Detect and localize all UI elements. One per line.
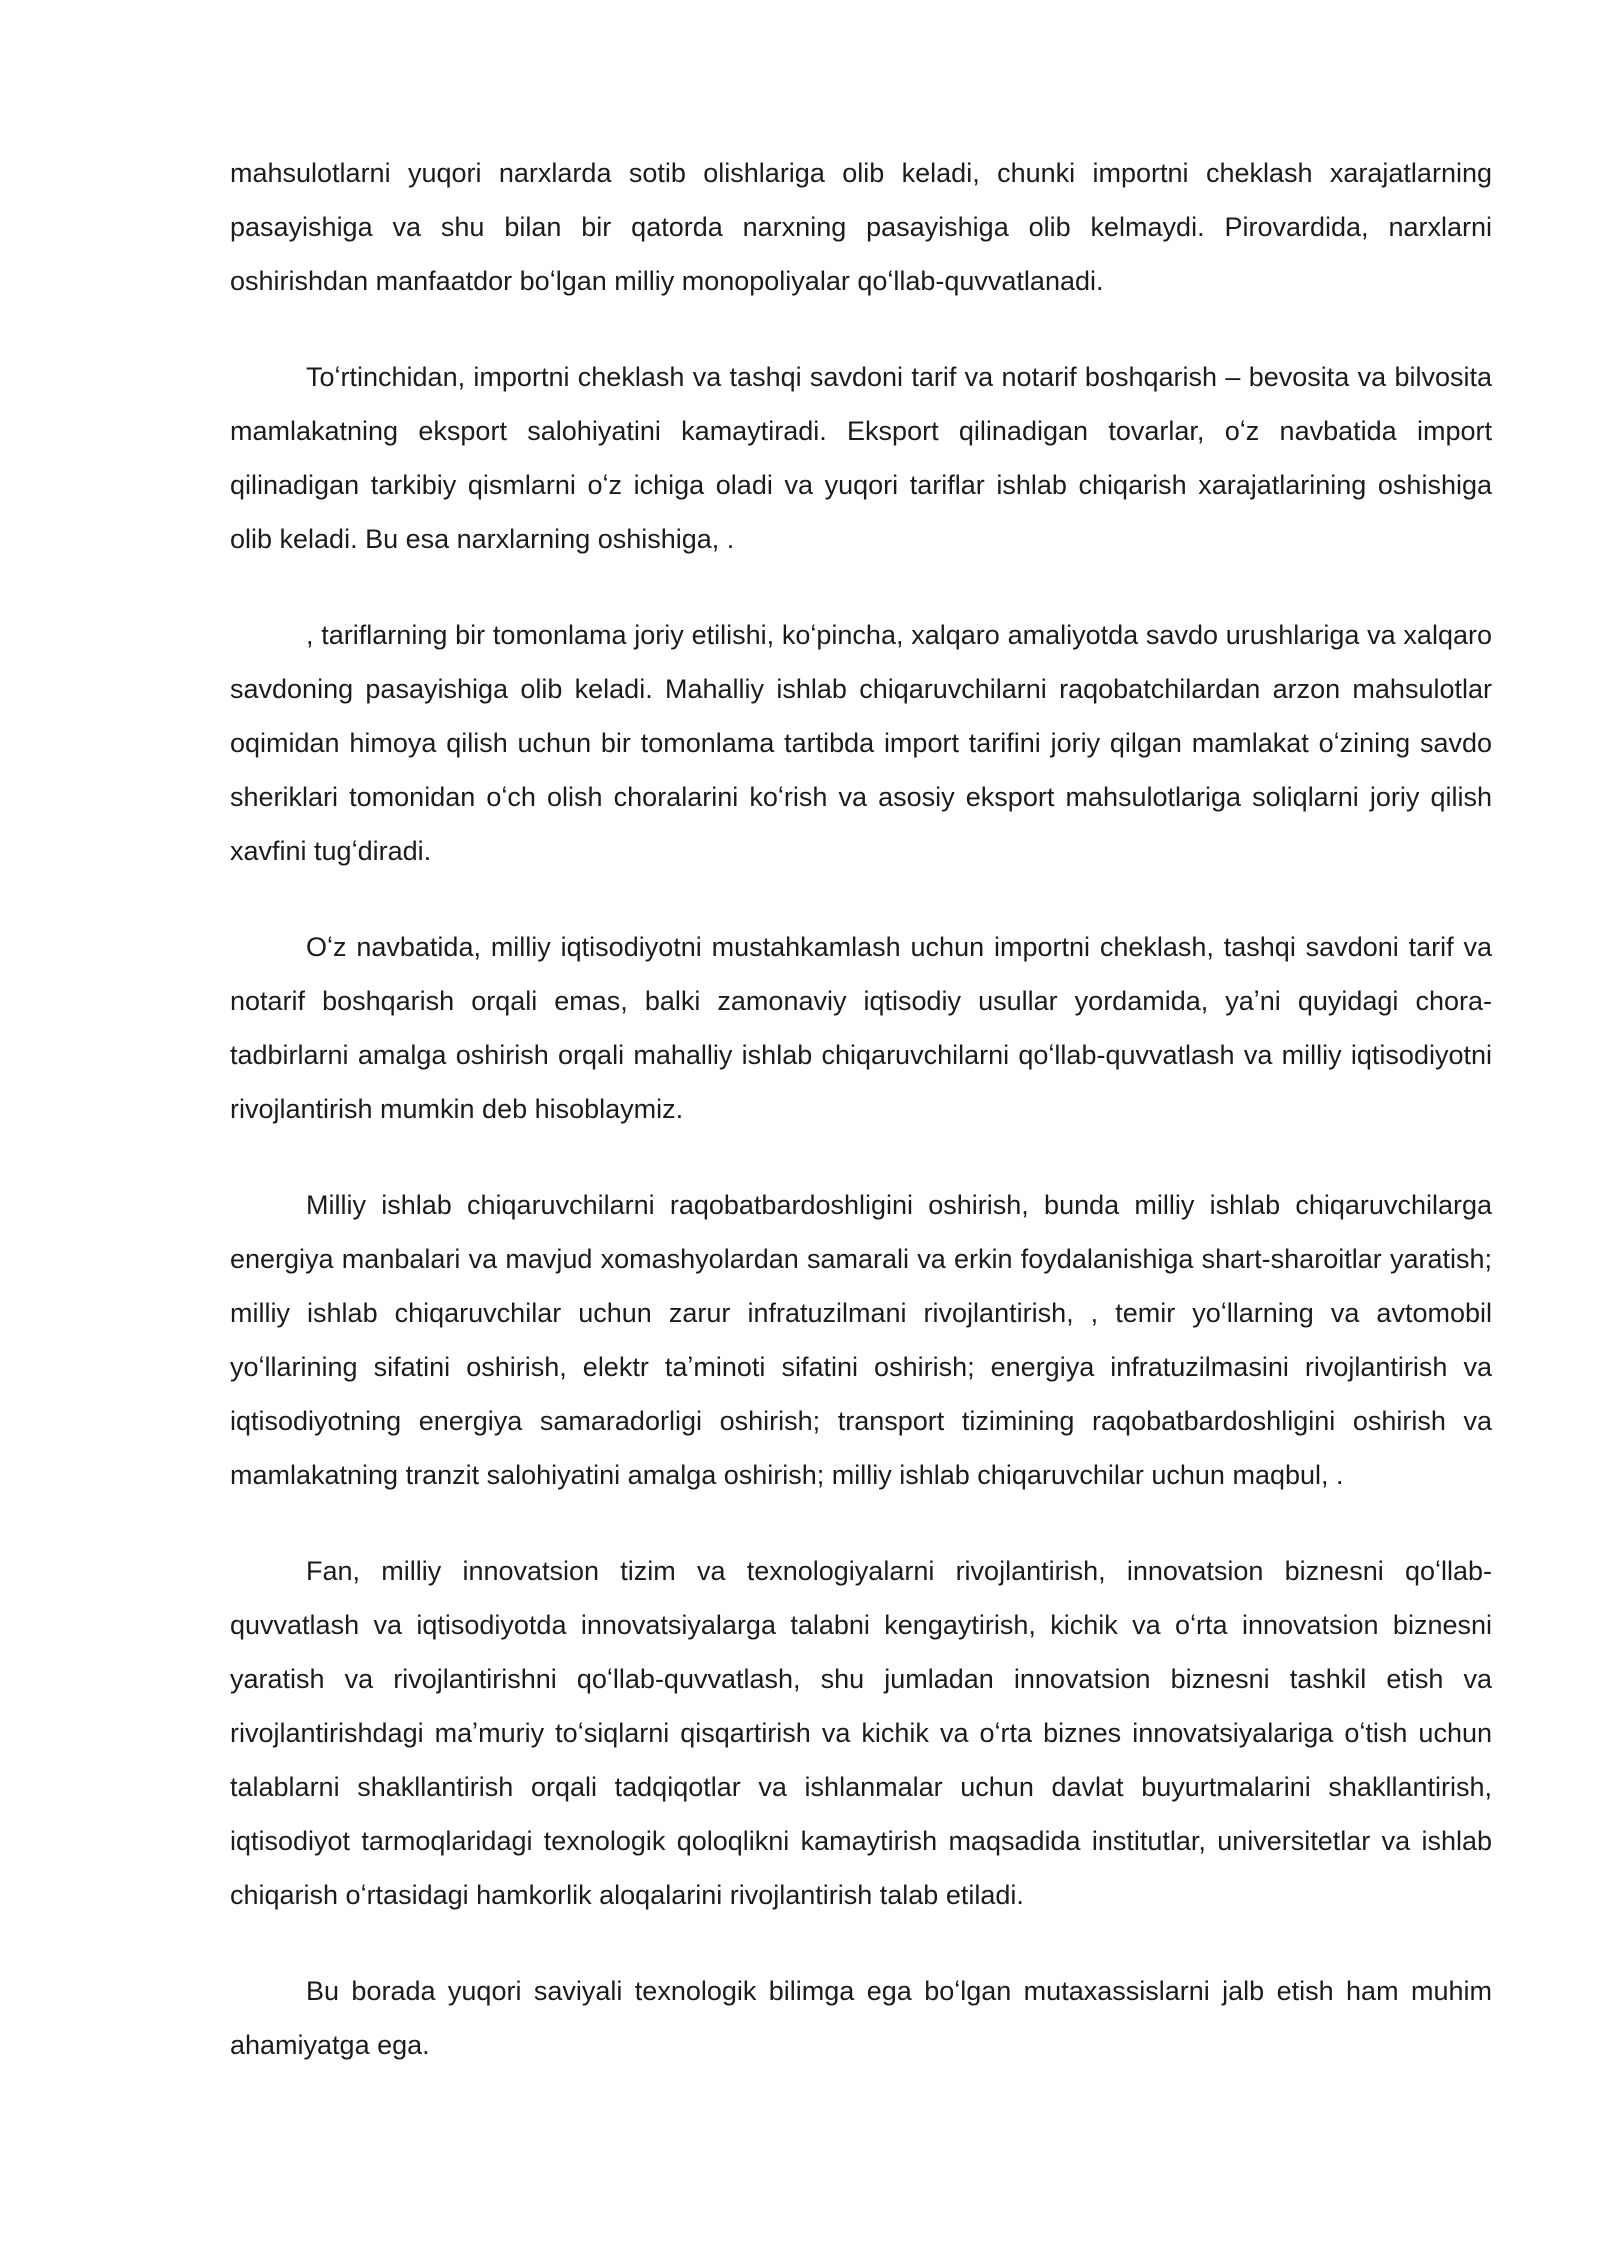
body-text [230, 146, 1492, 2114]
paragraph-specialists: Bu borada yuqori saviyali texnologik bilimga ega boʻlgan mutaxassislarni jalb etish ham muhim ahamiyatga ega. [230, 1976, 1492, 2060]
paragraph-innovation: Fan, milliy innovatsion tizim va texnologiyalarni rivojlantirish, innovatsion biznesni qoʻllab-quvvatlash va iqtisodiyotda innovatsiyalarga talabni kengaytirish, kichik va oʻrta innovatsion biznesni yaratish va rivojlantirishni qoʻllab-quvvatlash, shu jumladan innovatsion biznesni tashkil etish va rivojlantirishdagi maʼmuriy toʻsiqlarni qisqartirish va kichik va oʻrta biznes innovatsiyalariga oʻtish uchun talablarni shakllantirish orqali tadqiqotlar va ishlanmalar uchun davlat buyurtmalarini shakllantirish, iqtisodiyot tarmoqlaridagi texnologik qoloqlikni kamaytirish maqsadida institutlar, universitetlar va ishlab chiqarish oʻrtasidagi hamkorlik aloqalarini rivojlantirish talab etiladi. [230, 1556, 1492, 1910]
paragraph-fourthly: Toʻrtinchidan, importni cheklash va tashqi savdoni tarif va notarif boshqarish – bevosita va bilvosita mamlakatning eksport salohiyatini kamaytiradi. Eksport qilinadigan tovarlar, oʻz navbatida import qilinadigan tarkibiy qismlarni oʻz ichiga oladi va yuqori tariflar ishlab chiqarish xarajatlarining oshishiga olib keladi. Bu esa narxlarning oshishiga, . [230, 362, 1492, 554]
paragraph-competitiveness: Milliy ishlab chiqaruvchilarni raqobatbardoshligini oshirish, bunda milliy ishlab chiqaruvchilarga energiya manbalari va mavjud xomashyolardan samarali va erkin foydalanishiga shart-sharoitlar yaratish; milliy ishlab chiqaruvchilar uchun zarur infratuzilmani rivojlantirish, , temir yoʻllarning va avtomobil yoʻllarining sifatini oshirish, elektr taʼminoti sifatini oshirish; energiya infratuzilmasini rivojlantirish va iqtisodiyotning energiya samaradorligi oshirish; transport tizimining raqobatbardoshligini oshirish va mamlakatning tranzit salohiyatini amalga oshirish; milliy ishlab chiqaruvchilar uchun maqbul, . [230, 1190, 1492, 1490]
paragraph-continuation: mahsulotlarni yuqori narxlarda sotib olishlariga olib keladi, chunki importni cheklash xarajatlarning pasayishiga va shu bilan bir qatorda narxning pasayishiga olib kelmaydi. Pirovardida, narxlarni oshirishdan manfaatdor boʻlgan milliy monopoliyalar qoʻllab-quvvatlanadi. [230, 158, 1492, 296]
paragraph-tariffs: , tariflarning bir tomonlama joriy etilishi, koʻpincha, xalqaro amaliyotda savdo urushlariga va xalqaro savdoning pasayishiga olib keladi. Mahalliy ishlab chiqaruvchilarni raqobatchilardan arzon mahsulotlar oqimidan himoya qilish uchun bir tomonlama tartibda import tarifini joriy qilgan mamlakat oʻzining savdo sheriklari tomonidan oʻch olish choralarini koʻrish va asosiy eksport mahsulotlariga soliqlarni joriy qilish xavfini tugʻdiradi. [230, 620, 1492, 866]
paragraph-national-economy: Oʻz navbatida, milliy iqtisodiyotni mustahkamlash uchun importni cheklash, tashqi savdoni tarif va notarif boshqarish orqali emas, balki zamonaviy iqtisodiy usullar yordamida, yaʼni quyidagi chora-tadbirlarni amalga oshirish orqali mahalliy ishlab chiqaruvchilarni qoʻllab-quvvatlash va milliy iqtisodiyotni rivojlantirish mumkin deb hisoblaymiz. [230, 932, 1492, 1124]
